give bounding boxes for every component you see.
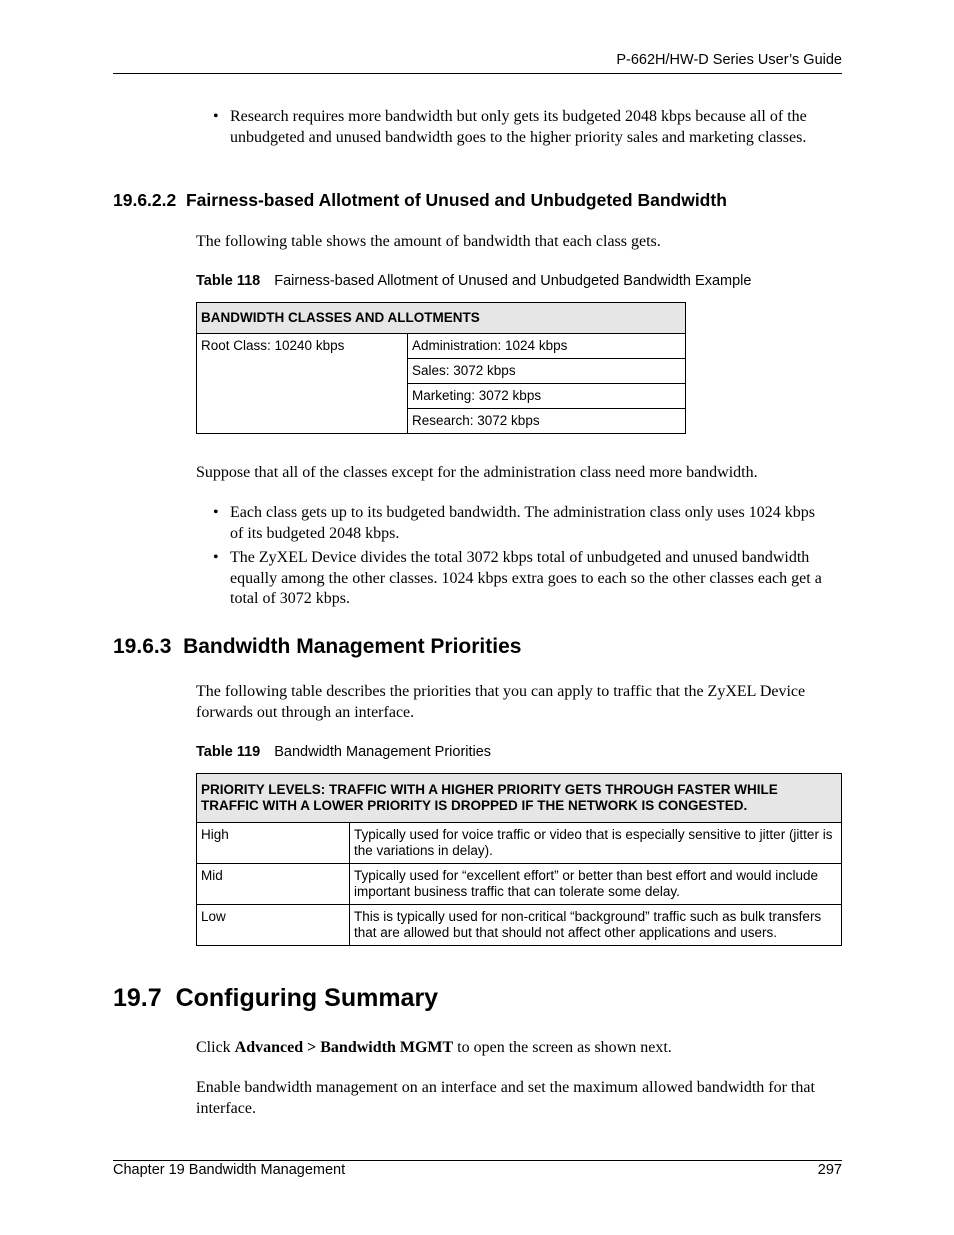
table-119-caption — [196, 744, 491, 760]
table-119 — [196, 773, 842, 946]
table-caption-text: Bandwidth Management Priorities — [274, 744, 492, 760]
click-prefix: Click — [196, 1039, 231, 1056]
child-class-cell: Marketing: 3072 kbps — [408, 384, 686, 409]
section-number: 19.7 — [113, 984, 162, 1012]
child-class-cell: Sales: 3072 kbps — [408, 359, 686, 384]
bullet-item: • Each class gets up to its budgeted bandwidth. The administration class only uses 1024 kbps of its budgeted 2048 kbps. — [196, 503, 828, 544]
root-class-cell: Root Class: 10240 kbps — [197, 334, 408, 434]
child-class-cell: Administration: 1024 kbps — [408, 334, 686, 359]
priority-description-cell: Typically used for “excellent effort” or better than best effort and would include important business traffic that can tolerate some delay. — [350, 864, 842, 905]
table-caption-text: Fairness-based Allotment of Unused and Unbudgeted Bandwidth Example — [274, 273, 752, 289]
priority-level-cell: Mid — [197, 864, 350, 905]
table-label: Table 118 — [196, 273, 261, 289]
bullet-item: • The ZyXEL Device divides the total 3072 kbps total of unbudgeted and unused bandwidth equally among the other classes. 1024 kbps extra goes to each so the other classes each get a total of 3072 kbps. — [196, 548, 828, 610]
section-197-heading — [113, 984, 438, 1013]
section-title: Fairness-based Allotment of Unused and Unbudgeted Bandwidth — [185, 190, 727, 210]
bandwidth-bullet-list — [196, 503, 828, 614]
child-class-cell: Research: 3072 kbps — [408, 409, 686, 434]
section-19622-paragraph: The following table shows the amount of bandwidth that each class gets. — [196, 233, 661, 250]
click-suffix: to open the screen as shown next. — [457, 1039, 672, 1056]
intro-bullet-item: • Research requires more bandwidth but only gets its budgeted 2048 kbps because all of the unbudgeted and unused bandwidth goes to the higher priority sales and marketing classes. — [196, 107, 846, 148]
table-header: BANDWIDTH CLASSES AND ALLOTMENTS — [197, 303, 686, 334]
priority-description-cell: Typically used for voice traffic or video that is especially sensitive to jitter (jitter is the variations in delay). — [350, 823, 842, 864]
menu-path: Advanced > Bandwidth MGMT — [234, 1039, 454, 1056]
click-instruction — [196, 1038, 672, 1059]
section-19622-heading — [113, 190, 727, 211]
section-1963-paragraph: The following table describes the priorities that you can apply to traffic that the ZyXEL Device forwards out through an interface. — [196, 683, 806, 721]
table-header: PRIORITY LEVELS: TRAFFIC WITH A HIGHER PRIORITY GETS THROUGH FASTER WHILE TRAFFIC WITH A LOWER PRIORITY IS DROPPED IF THE NETWORK IS CONGESTED. — [197, 774, 842, 823]
intro-bullet-list — [196, 107, 846, 152]
page-number: 297 — [817, 1162, 842, 1178]
footer-rule — [113, 1160, 842, 1161]
header-title: P-662H/HW-D Series User’s Guide — [616, 52, 842, 68]
suppose-paragraph: Suppose that all of the classes except for the administration class need more bandwidth. — [196, 464, 758, 481]
section-number: 19.6.2.2 — [113, 190, 177, 210]
enable-paragraph: Enable bandwidth management on an interface and set the maximum allowed bandwidth for that interface. — [196, 1079, 815, 1117]
table-118-caption — [196, 273, 751, 289]
section-title: Configuring Summary — [175, 984, 439, 1012]
header-rule — [113, 73, 842, 74]
priority-level-cell: High — [197, 823, 350, 864]
section-title: Bandwidth Management Priorities — [183, 635, 522, 658]
priority-level-cell: Low — [197, 905, 350, 946]
table-118 — [196, 302, 686, 434]
table-label: Table 119 — [196, 744, 261, 760]
priority-description-cell: This is typically used for non-critical “background” traffic such as bulk transfers that are allowed but that should not affect other applications and users. — [350, 905, 842, 946]
section-1963-heading — [113, 635, 521, 659]
footer-chapter: Chapter 19 Bandwidth Management — [113, 1162, 346, 1178]
section-number: 19.6.3 — [113, 635, 172, 658]
